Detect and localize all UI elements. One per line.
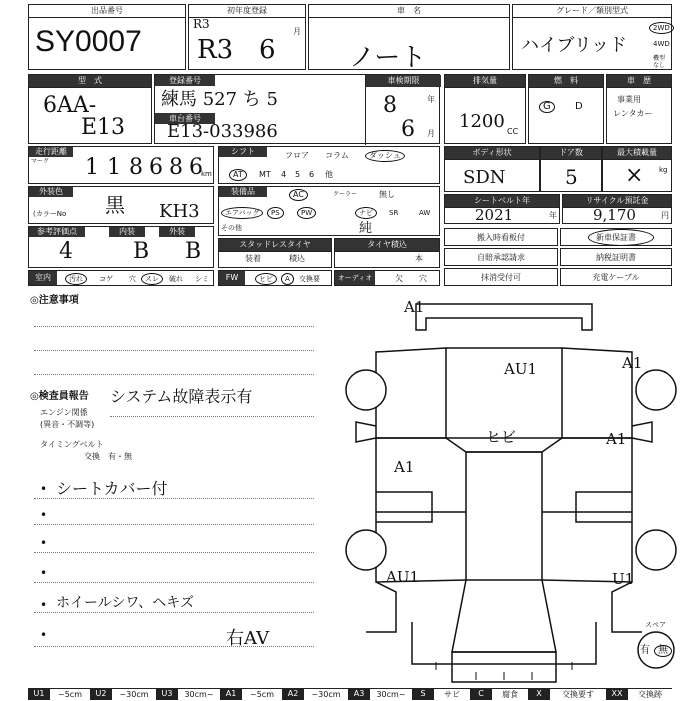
doc-charging-cable: 充電ケーブル — [560, 268, 672, 286]
mileage-label: 走行距離 — [29, 147, 73, 157]
doc-warranty: 新車保証書 — [560, 228, 672, 246]
vehicle-type-business: 事業用 — [617, 95, 641, 104]
seatbelt-label: シートベルト年 — [445, 195, 559, 208]
equip-pw: PW — [297, 207, 316, 219]
legend-value: 交換跡 — [628, 688, 672, 700]
legend-value: 交換要す — [550, 688, 606, 700]
first-reg-year: R3 — [197, 35, 234, 65]
ratings-box — [28, 226, 214, 268]
mark-windshield-crack: ヒビ — [486, 428, 517, 446]
lot-number-label: 出品番号 — [29, 5, 185, 18]
fw-box — [218, 270, 332, 286]
grade-box — [512, 4, 672, 70]
lot-number-box — [28, 4, 186, 70]
notes-label: ◎注意事項 — [30, 295, 79, 306]
equip-ac: AC — [289, 189, 308, 201]
notes-line — [34, 374, 314, 375]
displacement-unit: CC — [507, 127, 519, 136]
ratings-label: 参考評価点 — [29, 227, 85, 237]
displacement-label: 排気量 — [445, 75, 525, 88]
bullet-dot: • — [40, 598, 48, 612]
notes-line — [34, 524, 314, 525]
body-value: SDN — [463, 167, 506, 188]
capacity-value: × — [625, 163, 644, 188]
cabin-hole: 穴 — [129, 275, 136, 283]
tire-load-unit: 本 — [415, 254, 423, 263]
cabin-box — [28, 270, 214, 286]
fuel-box — [528, 74, 604, 144]
inspection-month: 6 — [401, 117, 415, 142]
bullet-dot: • — [40, 566, 48, 580]
inspector-label: ◎検査員報告 — [30, 391, 89, 402]
recycle-value: 9,170 — [593, 206, 636, 224]
equip-other-value: 純 — [359, 221, 373, 236]
studless-box — [218, 238, 332, 268]
shift-box — [218, 146, 440, 184]
legend-key: S — [412, 688, 434, 700]
legend-key: X — [528, 688, 550, 700]
shift-other: 他 — [325, 170, 333, 179]
capacity-box — [602, 146, 672, 192]
model-type-line1: 6AA- — [43, 93, 97, 118]
legend-key: C — [470, 688, 492, 700]
audio-missing: 欠 — [395, 274, 403, 283]
doc-deregistration: 抹消受付可 — [444, 268, 558, 286]
cabin-scuff: スレ — [141, 273, 163, 285]
body-box — [444, 146, 540, 192]
legend-key: U2 — [90, 688, 112, 700]
spare-no: 無 — [654, 645, 672, 657]
engine-label: エンジン関係 — [40, 408, 88, 417]
bullet-text-6: ホイールシワ、ヘキズ — [56, 595, 194, 611]
mark-rear-right-quarter: U1 — [612, 570, 635, 588]
equip-cooler: クーラー — [333, 191, 358, 198]
spare-label: スペア — [645, 621, 666, 629]
legend-key: U1 — [28, 688, 50, 700]
notes-line — [34, 552, 314, 553]
equip-other-label: その他 — [221, 224, 242, 232]
shift-floor: フロア — [285, 151, 309, 160]
exterior-color-value: 黒 — [105, 193, 125, 217]
legend-value: ~5cm — [242, 688, 282, 700]
doc-signboard: 搬入時看板付 — [444, 228, 558, 246]
audio-label: オーディオ — [335, 271, 375, 285]
doors-label: ドア数 — [541, 147, 601, 160]
capacity-label: 最大積載量 — [603, 147, 671, 160]
grade-value: ハイブリッド — [521, 35, 628, 56]
legend-value: ~30cm — [112, 688, 156, 700]
seatbelt-unit: 年 — [549, 211, 557, 220]
car-name-label: 車 名 — [309, 5, 509, 18]
fw-replace: 交換要 — [299, 275, 320, 283]
equip-ps: PS — [267, 207, 284, 219]
legend-key: A1 — [220, 688, 242, 700]
inspection-year-unit: 年 — [427, 95, 435, 104]
cabin-label: 室内 — [29, 271, 57, 285]
notes-line — [34, 612, 314, 613]
mileage-box — [28, 146, 214, 184]
studless-mounted: 装着 — [245, 254, 261, 263]
exterior-color-box — [28, 186, 214, 224]
audio-box — [334, 270, 440, 286]
legend-key: A2 — [282, 688, 304, 700]
seatbelt-year: 2021 — [475, 206, 514, 224]
doors-value: 5 — [565, 165, 578, 189]
bullet-dot: • — [40, 508, 48, 522]
equipment-label: 装備品 — [219, 187, 267, 197]
shift-4: 4 — [281, 170, 287, 179]
fuel-gasoline: G — [539, 101, 555, 113]
doc-insurance: 自賠承認請求 — [444, 248, 558, 266]
mileage-mark-label: マーク — [31, 158, 50, 165]
recycle-box — [562, 194, 672, 224]
mark-front-right-fender: A1 — [622, 354, 643, 372]
notes-line — [34, 350, 314, 351]
equip-sr: SR — [389, 209, 399, 217]
bullet-dot: • — [40, 482, 48, 496]
shift-column: コラム — [325, 151, 349, 160]
color-code-label: (カラーNo — [33, 210, 67, 218]
equip-navi: ナビ — [355, 207, 377, 219]
shift-dash: ダッシュ — [365, 150, 405, 162]
legend-value: ~30cm — [304, 688, 348, 700]
vehicle-type-box — [606, 74, 672, 144]
exterior-score: B — [185, 239, 202, 264]
drive-2wd: 2WD — [649, 22, 674, 34]
first-reg-month-unit: 月 — [293, 27, 301, 36]
model-type-box — [28, 74, 152, 144]
exterior-color-label: 外装色 — [29, 187, 73, 197]
legend-value: 30cm~ — [178, 688, 220, 700]
equipment-box — [218, 186, 440, 236]
inspection-label: 車検期限 — [366, 75, 441, 87]
mileage-digit-5: 8 — [169, 155, 183, 180]
first-reg-era: R3 — [193, 17, 210, 31]
studless-loaded: 積込 — [289, 254, 305, 263]
mileage-digit-6: 6 — [189, 155, 203, 180]
drive-4wd: 4WD — [653, 40, 670, 48]
first-registration-box — [188, 4, 306, 70]
legend-value: 腐食 — [492, 688, 528, 700]
audio-hole: 穴 — [419, 274, 427, 283]
cabin-stain: シミ — [195, 275, 209, 283]
bullet-text-1: シートカバー付 — [56, 479, 168, 498]
shift-at: AT — [229, 169, 247, 181]
notes-line — [110, 416, 314, 417]
notes-line — [34, 326, 314, 327]
doc-tax: 納税証明書 — [560, 248, 672, 266]
vehicle-type-label: 車 歴 — [607, 75, 671, 88]
warranty-circle — [588, 229, 654, 246]
mileage-digit-1: 1 — [85, 155, 99, 180]
notes-line — [34, 646, 314, 647]
recycle-unit: 円 — [661, 211, 669, 220]
mileage-unit: km — [201, 170, 212, 178]
first-registration-label: 初年度登録 — [189, 5, 305, 18]
overall-score: 4 — [59, 239, 73, 264]
displacement-value: 1200 — [459, 111, 505, 132]
bullet-dot: • — [40, 536, 48, 550]
fw-a: A — [281, 273, 294, 285]
capacity-unit: kg — [659, 166, 668, 174]
vehicle-type-rental: レンタカー — [613, 109, 653, 118]
studless-label: スタッドレスタイヤ — [219, 239, 331, 252]
shift-mt: MT — [259, 170, 271, 179]
cabin-tear: 破れ — [169, 275, 183, 283]
notes-line — [34, 582, 314, 583]
mark-front-left-door: A1 — [394, 458, 415, 476]
shift-6: 6 — [309, 170, 315, 179]
mark-hood: AU1 — [504, 360, 538, 378]
spare-yes: 有 — [640, 645, 650, 656]
registration-box — [154, 74, 440, 144]
mileage-digit-4: 6 — [149, 155, 163, 180]
mileage-digit-3: 8 — [129, 155, 143, 180]
cabin-dirt: 汚れ — [65, 273, 87, 285]
chassis-label: 車台番号 — [155, 113, 215, 124]
mileage-digit-2: 1 — [107, 155, 121, 180]
body-label: ボディ形状 — [445, 147, 539, 160]
legend-value: 30cm~ — [370, 688, 412, 700]
seatbelt-box — [444, 194, 560, 224]
exterior-label: 外装 — [159, 227, 195, 237]
engine-sub: (異音・不調等) — [40, 420, 95, 429]
shift-5: 5 — [295, 170, 301, 179]
fw-crack: ヒビ — [255, 273, 277, 285]
notes-line — [34, 498, 314, 499]
legend-key: XX — [606, 688, 628, 700]
registration-number: 練馬 527 ち 5 — [161, 89, 278, 110]
inspection-month-unit: 月 — [427, 129, 435, 138]
mark-front-bumper: A1 — [404, 298, 425, 316]
displacement-box — [444, 74, 526, 144]
model-type-line2: E13 — [81, 115, 126, 140]
lot-number: SY0007 — [35, 25, 142, 58]
recycle-label: リサイクル預託金 — [563, 195, 671, 208]
fuel-label: 燃 料 — [529, 75, 603, 88]
equip-none: 無し — [379, 190, 395, 199]
equip-aw: AW — [419, 209, 431, 217]
exterior-color-code: KH3 — [159, 201, 200, 222]
inspector-report-text: システム故障表示有 — [110, 387, 253, 406]
car-name-box — [308, 4, 510, 73]
tire-load-label: タイヤ積込 — [335, 239, 439, 252]
tire-load-box — [334, 238, 440, 268]
grade-label: グレード／類別型式 — [513, 5, 671, 18]
timing-label: タイミングベルト — [40, 440, 104, 449]
fw-label: FW — [219, 271, 245, 285]
doors-box — [540, 146, 602, 192]
shift-label: シフト — [219, 147, 267, 157]
legend-key: U3 — [156, 688, 178, 700]
bottom-note: 右AV — [226, 628, 270, 649]
timing-sub: 交換 有・無 — [84, 452, 132, 461]
cabin-burn: コゲ — [99, 275, 113, 283]
drive-none: 機型なし — [653, 55, 666, 69]
legend-key: A3 — [348, 688, 370, 700]
registration-label: 登録番号 — [155, 75, 215, 86]
car-damage-diagram — [336, 292, 686, 688]
chassis-number: E13-033986 — [167, 121, 278, 142]
fuel-diesel: D — [575, 101, 583, 112]
mark-rear-left-quarter: AU1 — [386, 568, 420, 586]
legend-value: ~5cm — [50, 688, 90, 700]
first-reg-month: 6 — [259, 35, 276, 65]
bullet-dot: • — [40, 628, 48, 642]
interior-score: B — [133, 239, 150, 264]
car-name: ノート — [349, 43, 427, 73]
equip-airbag: エアバッグ — [221, 207, 263, 219]
interior-label: 内装 — [109, 227, 145, 237]
mark-front-right-door: A1 — [606, 430, 627, 448]
model-type-label: 型 式 — [29, 75, 151, 88]
legend-value: サビ — [434, 688, 470, 700]
inspection-year: 8 — [383, 93, 397, 118]
